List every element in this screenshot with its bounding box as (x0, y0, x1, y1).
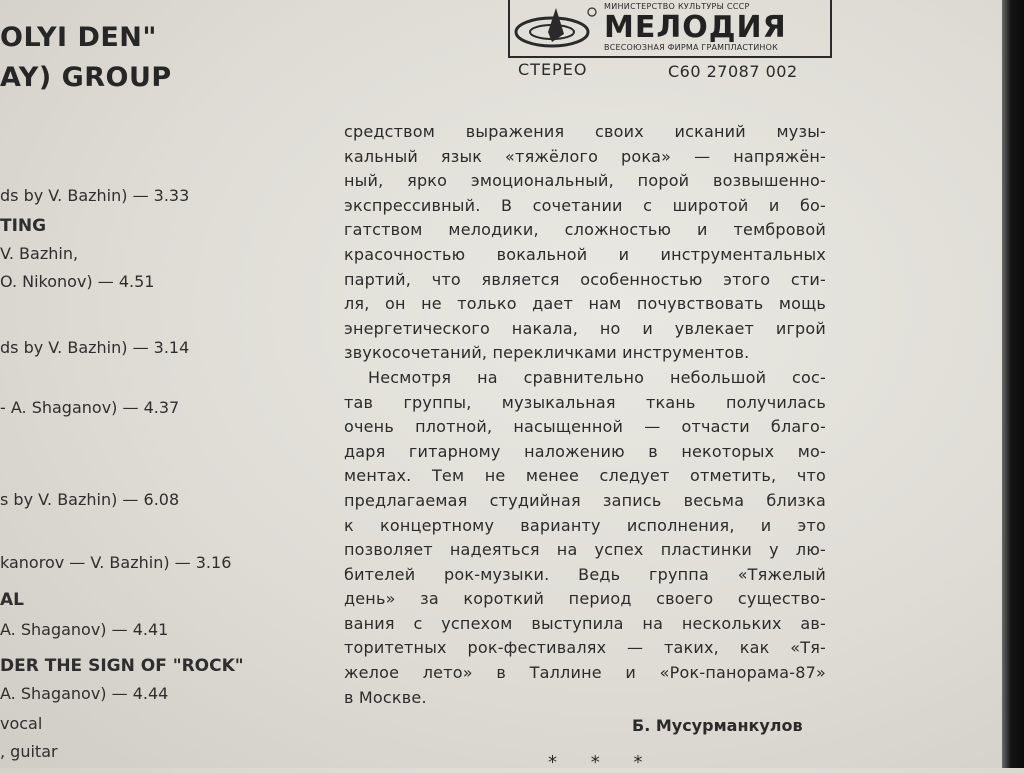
melodiya-brand: МЕЛОДИЯ (604, 10, 787, 45)
text-line: ный, ярко эмоциональный, порой возвышенно- (344, 171, 826, 191)
track-line: s by V. Bazhin) — 6.08 (0, 490, 180, 509)
text-line: экспрессивный. В сочетании с широтой и бо- (344, 195, 826, 215)
group-title-line-1: OLYI DEN" (0, 22, 157, 53)
track-line: V. Bazhin, (0, 244, 79, 263)
catalog-number: С60 27087 002 (668, 62, 798, 81)
text-line: торитетных рок-фестивалях — таких, как «Тя- (344, 638, 826, 658)
text-line: желое лето» в Таллине и «Рок-панорама-87» (344, 663, 826, 683)
text-line: гатством мелодики, сложностью и тембровой (344, 220, 826, 240)
section-separator: * * * (548, 752, 657, 773)
track-line: O. Nikonov) — 4.51 (0, 272, 155, 291)
text-line: партий, что является особенностью этого сти- (344, 269, 826, 289)
group-title-line-2: AY) GROUP (0, 62, 172, 93)
track-line: A. Shaganov) — 4.41 (0, 620, 169, 639)
author-signature: Б. Мусурманкулов (632, 716, 803, 735)
text-line: бителей рок-музыки. Ведь группа «Тяжелый (344, 564, 826, 584)
track-line: DER THE SIGN OF "ROCK" (0, 656, 244, 676)
melodiya-logo-icon (512, 2, 598, 52)
firm-caption: ВСЕСОЮЗНАЯ ФИРМА ГРАМПЛАСТИНОК (604, 43, 779, 52)
track-line: - A. Shaganov) — 4.37 (0, 398, 180, 417)
text-line: тав группы, музыкальная ткань получилась (344, 392, 826, 412)
track-line: ds by V. Bazhin) — 3.33 (0, 186, 190, 205)
text-line: в Москве. (344, 687, 427, 707)
text-line: даря гитарному наложению в некоторых мо- (344, 441, 826, 461)
text-line: очень плотной, насыщенной — отчасти благо- (344, 417, 826, 437)
text-line: ментах. Тем не менее следует отметить, что (344, 466, 826, 486)
track-line: AL (0, 590, 24, 610)
track-line: , guitar (0, 742, 58, 761)
text-line: энергетического накала, но и увлекает игрой (344, 318, 826, 338)
track-line: ds by V. Bazhin) — 3.14 (0, 338, 190, 357)
text-line: день» за короткий период своего существо- (344, 589, 826, 609)
ministry-caption: МИНИСТЕРСТВО КУЛЬТУРЫ СССР (604, 2, 750, 11)
text-line: красочностью вокальной и инструментальных (344, 244, 826, 264)
liner-notes-text (344, 120, 826, 710)
tracklist-column (0, 0, 320, 768)
sleeve-edge-shadow (1002, 0, 1024, 768)
text-line: к концертному варианту исполнения, и это (344, 515, 826, 535)
text-line: позволяет надеяться на успех пластинки у лю- (344, 540, 826, 560)
text-line: кальный язык «тяжёлого рока» — напряжён- (344, 146, 826, 166)
text-line: звукосочетаний, перекличками инструментов. (344, 343, 750, 363)
track-line: vocal (0, 714, 43, 733)
text-line: вания с успехом выступила на нескольких ав- (344, 613, 826, 633)
stereo-label: СТЕРЕО (518, 60, 588, 79)
text-line: предлагаемая студийная запись весьма близка (344, 490, 826, 510)
track-line: TING (0, 216, 47, 236)
text-line: Несмотря на сравнительно небольшой сос- (368, 367, 826, 387)
text-line: ля, он не только дает нам почувствовать мощь (344, 294, 826, 314)
text-line: средством выражения своих исканий музы- (344, 122, 826, 141)
track-line: kanorov — V. Bazhin) — 3.16 (0, 553, 232, 572)
track-line: A. Shaganov) — 4.44 (0, 684, 169, 703)
